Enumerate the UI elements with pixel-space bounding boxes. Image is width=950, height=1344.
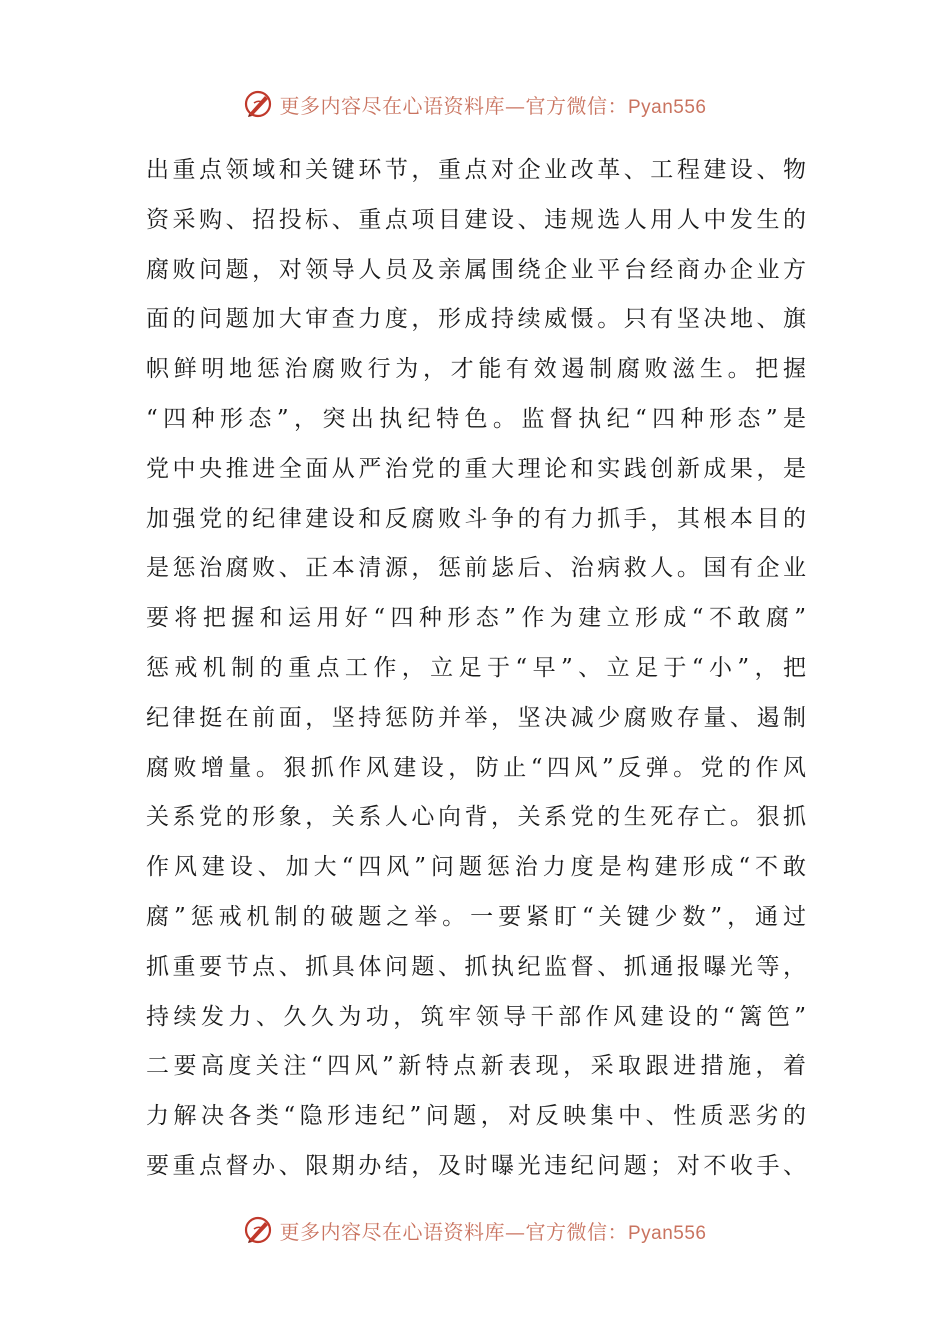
pen-logo-icon xyxy=(243,1215,273,1245)
footer-banner-text xyxy=(279,1216,706,1245)
body-line: 资采购、招投标、重点项目建设、违规选人用人中发生的 xyxy=(146,206,806,233)
footer-wechat-id: Pyan556 xyxy=(627,1222,707,1244)
body-line: 持续发力、久久为功，筑牢领导干部作风建设的“篱笆” xyxy=(146,1003,806,1030)
body-line: 腐败问题，对领导人员及亲属围绕企业平台经商办企业方 xyxy=(146,256,806,283)
body-line: 要将把握和运用好“四种形态”作为建立形成“不敢腐” xyxy=(146,605,806,632)
header-wechat-id: Pyan556 xyxy=(627,96,707,118)
body-line: 二要高度关注“四风”新特点新表现，采取跟进措施，着 xyxy=(146,1053,806,1080)
footer-banner-label: 更多内容尽在心语资料库—官方微信： xyxy=(279,1219,628,1244)
body-line: “四种形态”，突出执纪特色。监督执纪“四种形态”是 xyxy=(146,405,806,432)
document-body xyxy=(146,146,806,1192)
body-line: 腐败增量。狠抓作风建设，防止“四风”反弹。党的作风 xyxy=(146,754,806,781)
body-line: 纪律挺在前面，坚持惩防并举，坚决减少腐败存量、遏制 xyxy=(146,704,806,731)
body-line: 面的问题加大审查力度，形成持续威慑。只有坚决地、旗 xyxy=(146,306,806,333)
body-line: 作风建设、加大“四风”问题惩治力度是构建形成“不敢 xyxy=(146,854,806,881)
body-line: 力解决各类“隐形违纪”问题，对反映集中、性质恶劣的 xyxy=(146,1103,806,1130)
body-line: 党中央推进全面从严治党的重大理论和实践创新成果，是 xyxy=(146,455,806,482)
body-line: 惩戒机制的重点工作，立足于“早”、立足于“小”，把 xyxy=(146,654,806,681)
body-line: 加强党的纪律建设和反腐败斗争的有力抓手，其根本目的 xyxy=(146,505,806,532)
body-line: 腐”惩戒机制的破题之举。一要紧盯“关键少数”，通过 xyxy=(146,903,806,930)
header-banner-text xyxy=(279,90,706,119)
body-line: 关系党的形象，关系人心向背，关系党的生死存亡。狠抓 xyxy=(146,804,806,831)
body-line: 抓重要节点、抓具体问题、抓执纪监督、抓通报曝光等， xyxy=(146,953,806,980)
header-banner xyxy=(0,84,950,124)
body-line: 帜鲜明地惩治腐败行为，才能有效遏制腐败滋生。把握 xyxy=(146,356,806,383)
body-line: 是惩治腐败、正本清源，惩前毖后、治病救人。国有企业 xyxy=(146,555,806,582)
pen-logo-icon xyxy=(243,89,273,119)
body-line: 要重点督办、限期办结，及时曝光违纪问题；对不收手、 xyxy=(146,1152,806,1179)
header-banner-label: 更多内容尽在心语资料库—官方微信： xyxy=(279,93,628,118)
body-line: 出重点领域和关键环节，重点对企业改革、工程建设、物 xyxy=(146,157,806,183)
footer-banner xyxy=(0,1210,950,1250)
